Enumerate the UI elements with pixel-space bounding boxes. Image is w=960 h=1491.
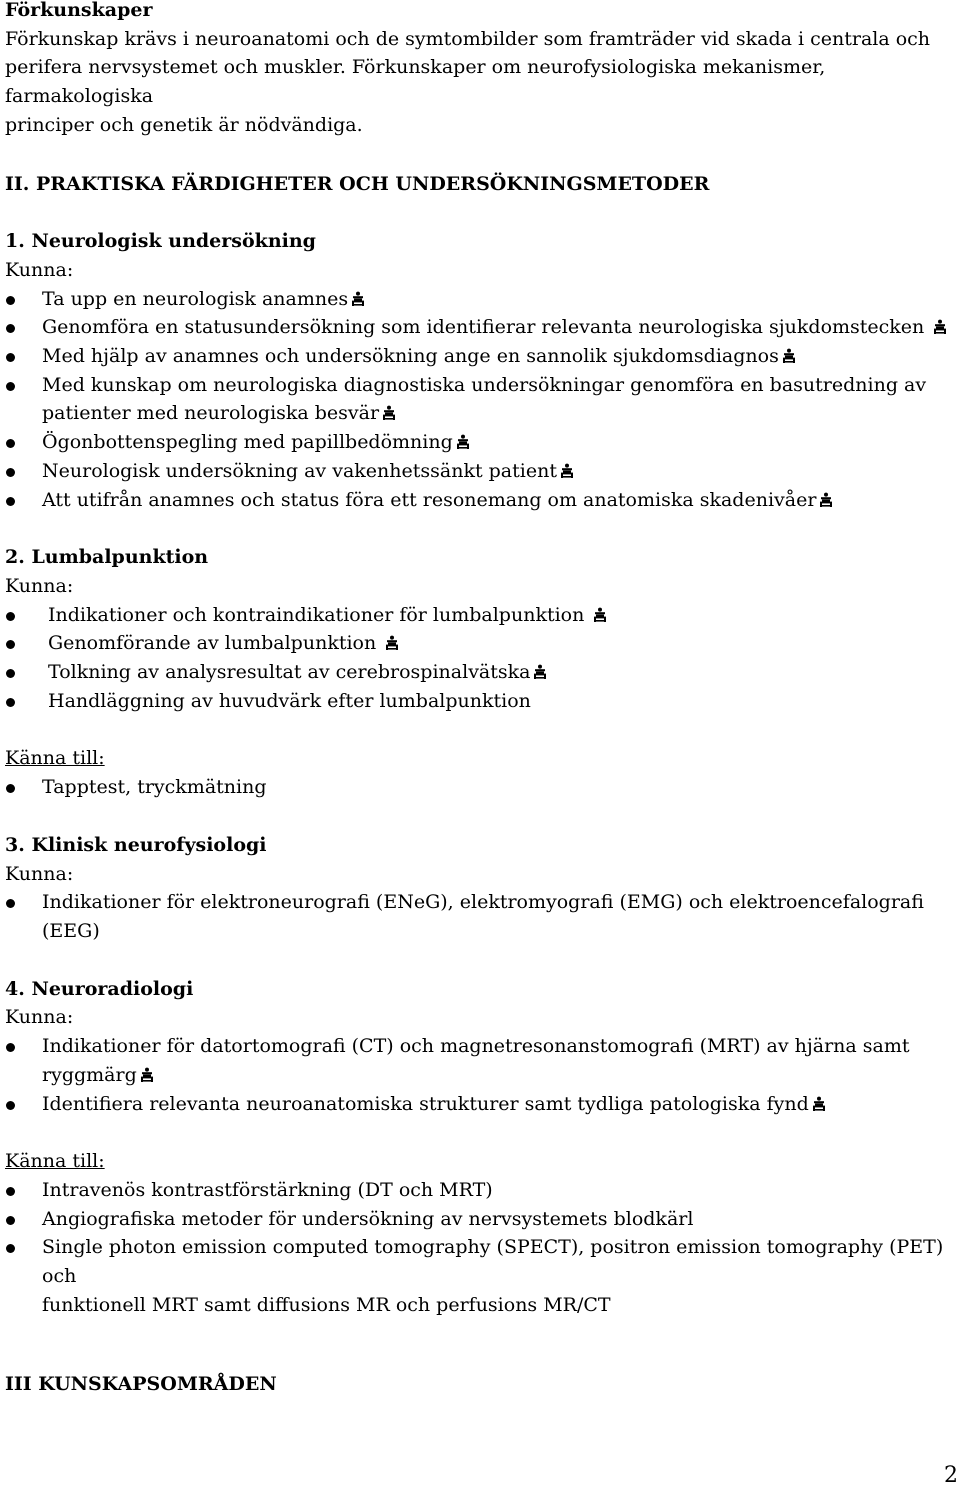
bullet-dot-icon [6, 1244, 15, 1253]
bullet-dot-icon [6, 324, 15, 333]
list-item [5, 1032, 955, 1089]
kunna-label: Kunna: [5, 862, 74, 885]
list-item-text: patienter med neurologiska besvär [42, 402, 380, 425]
list-item-text: Genomförande av lumbalpunktion [48, 632, 383, 655]
skill-list [5, 601, 955, 716]
list-item-text: Indikationer och kontraindikationer för lumbalpunktion [48, 603, 591, 626]
chair-icon [559, 459, 575, 475]
list-item [5, 313, 955, 342]
bullet-dot-icon [6, 899, 15, 908]
skill-list [5, 1032, 955, 1118]
list-item-text: Indikationer för datortomografi (CT) och magnetresonanstomografi (MRT) av hjärna samt [42, 1035, 910, 1058]
list-item-text: Att utifrån anamnes och status föra ett resonemang om anatomiska skadenivåer [42, 488, 817, 511]
list-item-text: Angiografiska metoder för undersökning av nervsystemets blodkärl [42, 1207, 694, 1230]
list-item [5, 371, 955, 428]
bullet-dot-icon [6, 1043, 15, 1052]
list-item [5, 428, 955, 457]
list-item-text: Tolkning av analysresultat av cerebrospinalvätska [48, 661, 531, 684]
prereq-text-line: principer och genetik är nödvändiga. [5, 113, 363, 136]
kunna-label: Kunna: [5, 258, 74, 281]
subsection-title: 4. Neuroradiologi [5, 977, 194, 1000]
list-item [5, 1233, 955, 1319]
kanna-label: Känna till: [5, 747, 105, 770]
list-item [5, 1090, 955, 1119]
list-item [5, 687, 955, 716]
subsection-title: 2. Lumbalpunktion [5, 546, 209, 569]
subsection-title: 3. Klinisk neurofysiologi [5, 833, 267, 856]
chair-icon [139, 1063, 155, 1079]
subsection-title: 1. Neurologisk undersökning [5, 230, 316, 253]
list-item [5, 342, 955, 371]
list-item [5, 601, 955, 630]
list-item [5, 1205, 955, 1234]
list-item-text: Indikationer för elektroneurografi (ENeG), elektromyografi (EMG) och elektroencefalografi (EEG) [42, 891, 924, 942]
bullet-dot-icon [6, 296, 15, 305]
list-item-text: Med kunskap om neurologiska diagnostiska undersökningar genomföra en basutredning av [42, 373, 927, 396]
prereq-text-line: Förkunskap krävs i neuroanatomi och de symtombilder som framträder vid skada i centrala och [5, 27, 931, 50]
list-item [5, 658, 955, 687]
document-page [5, 0, 955, 1319]
list-item-text: Tapptest, tryckmätning [42, 776, 267, 799]
prereq-text-line: perifera nervsystemet och muskler. Förkunskaper om neurofysiologiska mekanismer, farmakologiska [5, 56, 826, 108]
bullet-dot-icon [6, 1101, 15, 1110]
section-heading: III KUNSKAPSOMRÅDEN [5, 1373, 277, 1395]
skill-list [5, 888, 955, 945]
chair-icon [781, 344, 797, 360]
bullet-dot-icon [6, 698, 15, 707]
chair-icon [818, 488, 834, 504]
list-item-text: Intravenös kontrastförstärkning (DT och MRT) [42, 1178, 493, 1201]
list-item-text: Handläggning av huvudvärk efter lumbalpunktion [48, 689, 531, 712]
list-item-text: Ögonbottenspegling med papillbedömning [42, 431, 453, 454]
bullet-dot-icon [6, 669, 15, 678]
chair-icon [350, 287, 366, 303]
chair-icon [932, 315, 948, 331]
list-item-text: Med hjälp av anamnes och undersökning ange en sannolik sjukdomsdiagnos [42, 345, 779, 368]
bullet-dot-icon [6, 468, 15, 477]
kunna-label: Kunna: [5, 1006, 74, 1029]
chair-icon [455, 430, 471, 446]
chair-icon [811, 1092, 827, 1108]
chair-icon [384, 631, 400, 647]
page-number: 2 [944, 1463, 958, 1488]
list-item-text: Single photon emission computed tomography (SPECT), positron emission tomography (PET) och [42, 1236, 944, 1288]
bullet-dot-icon [6, 353, 15, 362]
list-item-text: Identifiera relevanta neuroanatomiska strukturer samt tydliga patologiska fynd [42, 1092, 809, 1115]
list-item [5, 457, 955, 486]
chair-icon [532, 660, 548, 676]
list-item-text: Ta upp en neurologisk anamnes [42, 287, 349, 310]
list-item [5, 1176, 955, 1205]
knowledge-list [5, 773, 955, 802]
bullet-dot-icon [6, 640, 15, 649]
list-item-text: Genomföra en statusundersökning som identifierar relevanta neurologiska sjukdomstecken [42, 316, 931, 339]
list-item [5, 773, 955, 802]
knowledge-list [5, 1176, 955, 1320]
skill-list [5, 285, 955, 515]
kunna-label: Kunna: [5, 574, 74, 597]
list-item-text: funktionell MRT samt diffusions MR och perfusions MR/CT [42, 1293, 611, 1316]
bullet-dot-icon [6, 382, 15, 391]
list-item [5, 888, 955, 945]
list-item-text: ryggmärg [42, 1063, 137, 1086]
bullet-dot-icon [6, 612, 15, 621]
chair-icon [381, 401, 397, 417]
bullet-dot-icon [6, 439, 15, 448]
bullet-dot-icon [6, 497, 15, 506]
list-item [5, 285, 955, 314]
chair-icon [592, 603, 608, 619]
list-item [5, 629, 955, 658]
list-item [5, 486, 955, 515]
section-heading: II. PRAKTISKA FÄRDIGHETER OCH UNDERSÖKNINGSMETODER [5, 172, 710, 195]
kanna-label: Känna till: [5, 1150, 105, 1173]
list-item-text: Neurologisk undersökning av vakenhetssänkt patient [42, 459, 557, 482]
prereq-heading: Förkunskaper [5, 0, 153, 21]
bullet-dot-icon [6, 1216, 15, 1225]
bullet-dot-icon [6, 784, 15, 793]
bullet-dot-icon [6, 1187, 15, 1196]
